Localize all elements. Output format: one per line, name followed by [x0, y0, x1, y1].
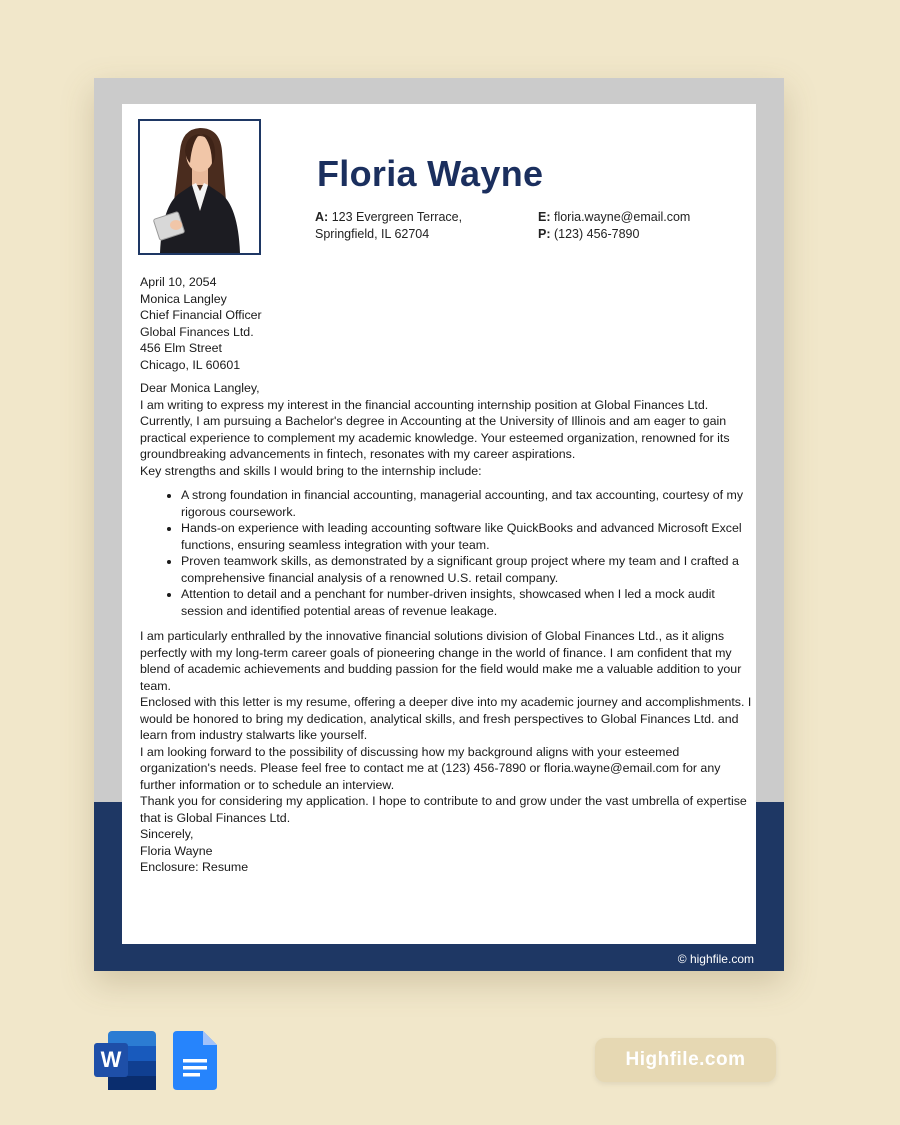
- intro-paragraph: I am writing to express my interest in the financial accounting internship position at Global Finances Ltd. Currently, I am pursuing a Bachelor's degree in Accounting at the University of Illinois and am eager to gain practical experience to complement my academic knowledge. Your esteemed organization, renowned for its groundbreaking advancements in fintech, resonates with my career aspirations.: [140, 397, 730, 461]
- signature-name: Floria Wayne: [140, 843, 213, 858]
- email-label: E:: [538, 210, 551, 224]
- brand-text: Highfile.com: [625, 1049, 746, 1070]
- list-item: • Proven teamwork skills, as demonstrated by a significant group project where my team and I crafted a comprehensive financial analysis of a renowned U.S. retail company.: [181, 553, 752, 586]
- phone-value: (123) 456-7890: [553, 227, 640, 241]
- address-label: A:: [315, 210, 329, 224]
- email-value: floria.wayne@email.com: [553, 210, 691, 224]
- enclosed-paragraph: Enclosed with this letter is my resume, offering a deeper dive into my academic journey and accomplishments. I would be honored to bring my dedication, analytical skills, and fresh perspectives to Global Finances Ltd. and learn from industry stalwarts like yourself.: [140, 695, 752, 742]
- address-line-2: Springfield, IL 62704: [315, 227, 430, 241]
- portrait-photo: [138, 119, 261, 255]
- recipient-title: Chief Financial Officer: [140, 308, 262, 322]
- app-format-icons: [94, 1031, 217, 1095]
- phone-label: P:: [538, 227, 551, 241]
- letter-page: [122, 104, 756, 944]
- address-block: [315, 209, 525, 243]
- list-item: • Attention to detail and a penchant for number-driven insights, showcased when I led a mock audit session and identified potential areas of revenue leakage.: [181, 586, 752, 619]
- applicant-name: Floria Wayne: [317, 153, 544, 194]
- letter-body: [140, 274, 752, 876]
- address-line-1: 123 Evergreen Terrace,: [331, 210, 463, 224]
- microsoft-word-icon[interactable]: [94, 1031, 156, 1095]
- email-phone-block: [538, 209, 748, 243]
- enclosure-line: Enclosure: Resume: [140, 860, 249, 874]
- portrait-photo-icon: [140, 121, 259, 253]
- list-item: • Hands-on experience with leading accounting software like QuickBooks and advanced Microsoft Excel functions, ensuring seamless integration with your team.: [181, 520, 752, 553]
- enthralled-paragraph: I am particularly enthralled by the innovative financial solutions division of Global Finances Ltd., as it aligns perfectly with my long-term career goals of pioneering change in the world of finance. I am confident that my blend of academic achievements and budding passion for the field would make me a valuable addition to your team.: [140, 629, 742, 693]
- recipient-street: 456 Elm Street: [140, 341, 222, 355]
- copyright-text: © highfile.com: [677, 952, 754, 966]
- thanks-paragraph: Thank you for considering my application. I hope to contribute to and grow under the vast umbrella of expertise that is Global Finances Ltd.: [140, 794, 747, 825]
- strengths-list: [140, 487, 752, 619]
- closing: Sincerely,: [140, 827, 194, 841]
- letter-date: April 10, 2054: [140, 275, 217, 289]
- recipient-name: Monica Langley: [140, 291, 227, 306]
- looking-forward-paragraph: I am looking forward to the possibility of discussing how my background aligns with your esteemed organization's needs. Please feel free to contact me at (123) 456-7890 or floria.wayne@email.com for any further information or to schedule an interview.: [140, 744, 721, 792]
- document-preview-frame: [94, 78, 784, 971]
- strengths-intro: Key strengths and skills I would bring to the internship include:: [140, 463, 482, 478]
- svg-text:W: W: [100, 1047, 122, 1072]
- recipient-company: Global Finances Ltd.: [140, 324, 254, 339]
- signature-block: [140, 826, 752, 876]
- greeting: Dear Monica Langley,: [140, 381, 260, 395]
- highfile-brand-badge: [595, 1038, 776, 1082]
- recipient-city: Chicago, IL 60601: [140, 357, 241, 372]
- recipient-block: [140, 291, 752, 374]
- list-item: • A strong foundation in financial accounting, managerial accounting, and tax accounting, courtesy of my rigorous coursework.: [181, 487, 752, 520]
- google-docs-icon[interactable]: [173, 1031, 217, 1095]
